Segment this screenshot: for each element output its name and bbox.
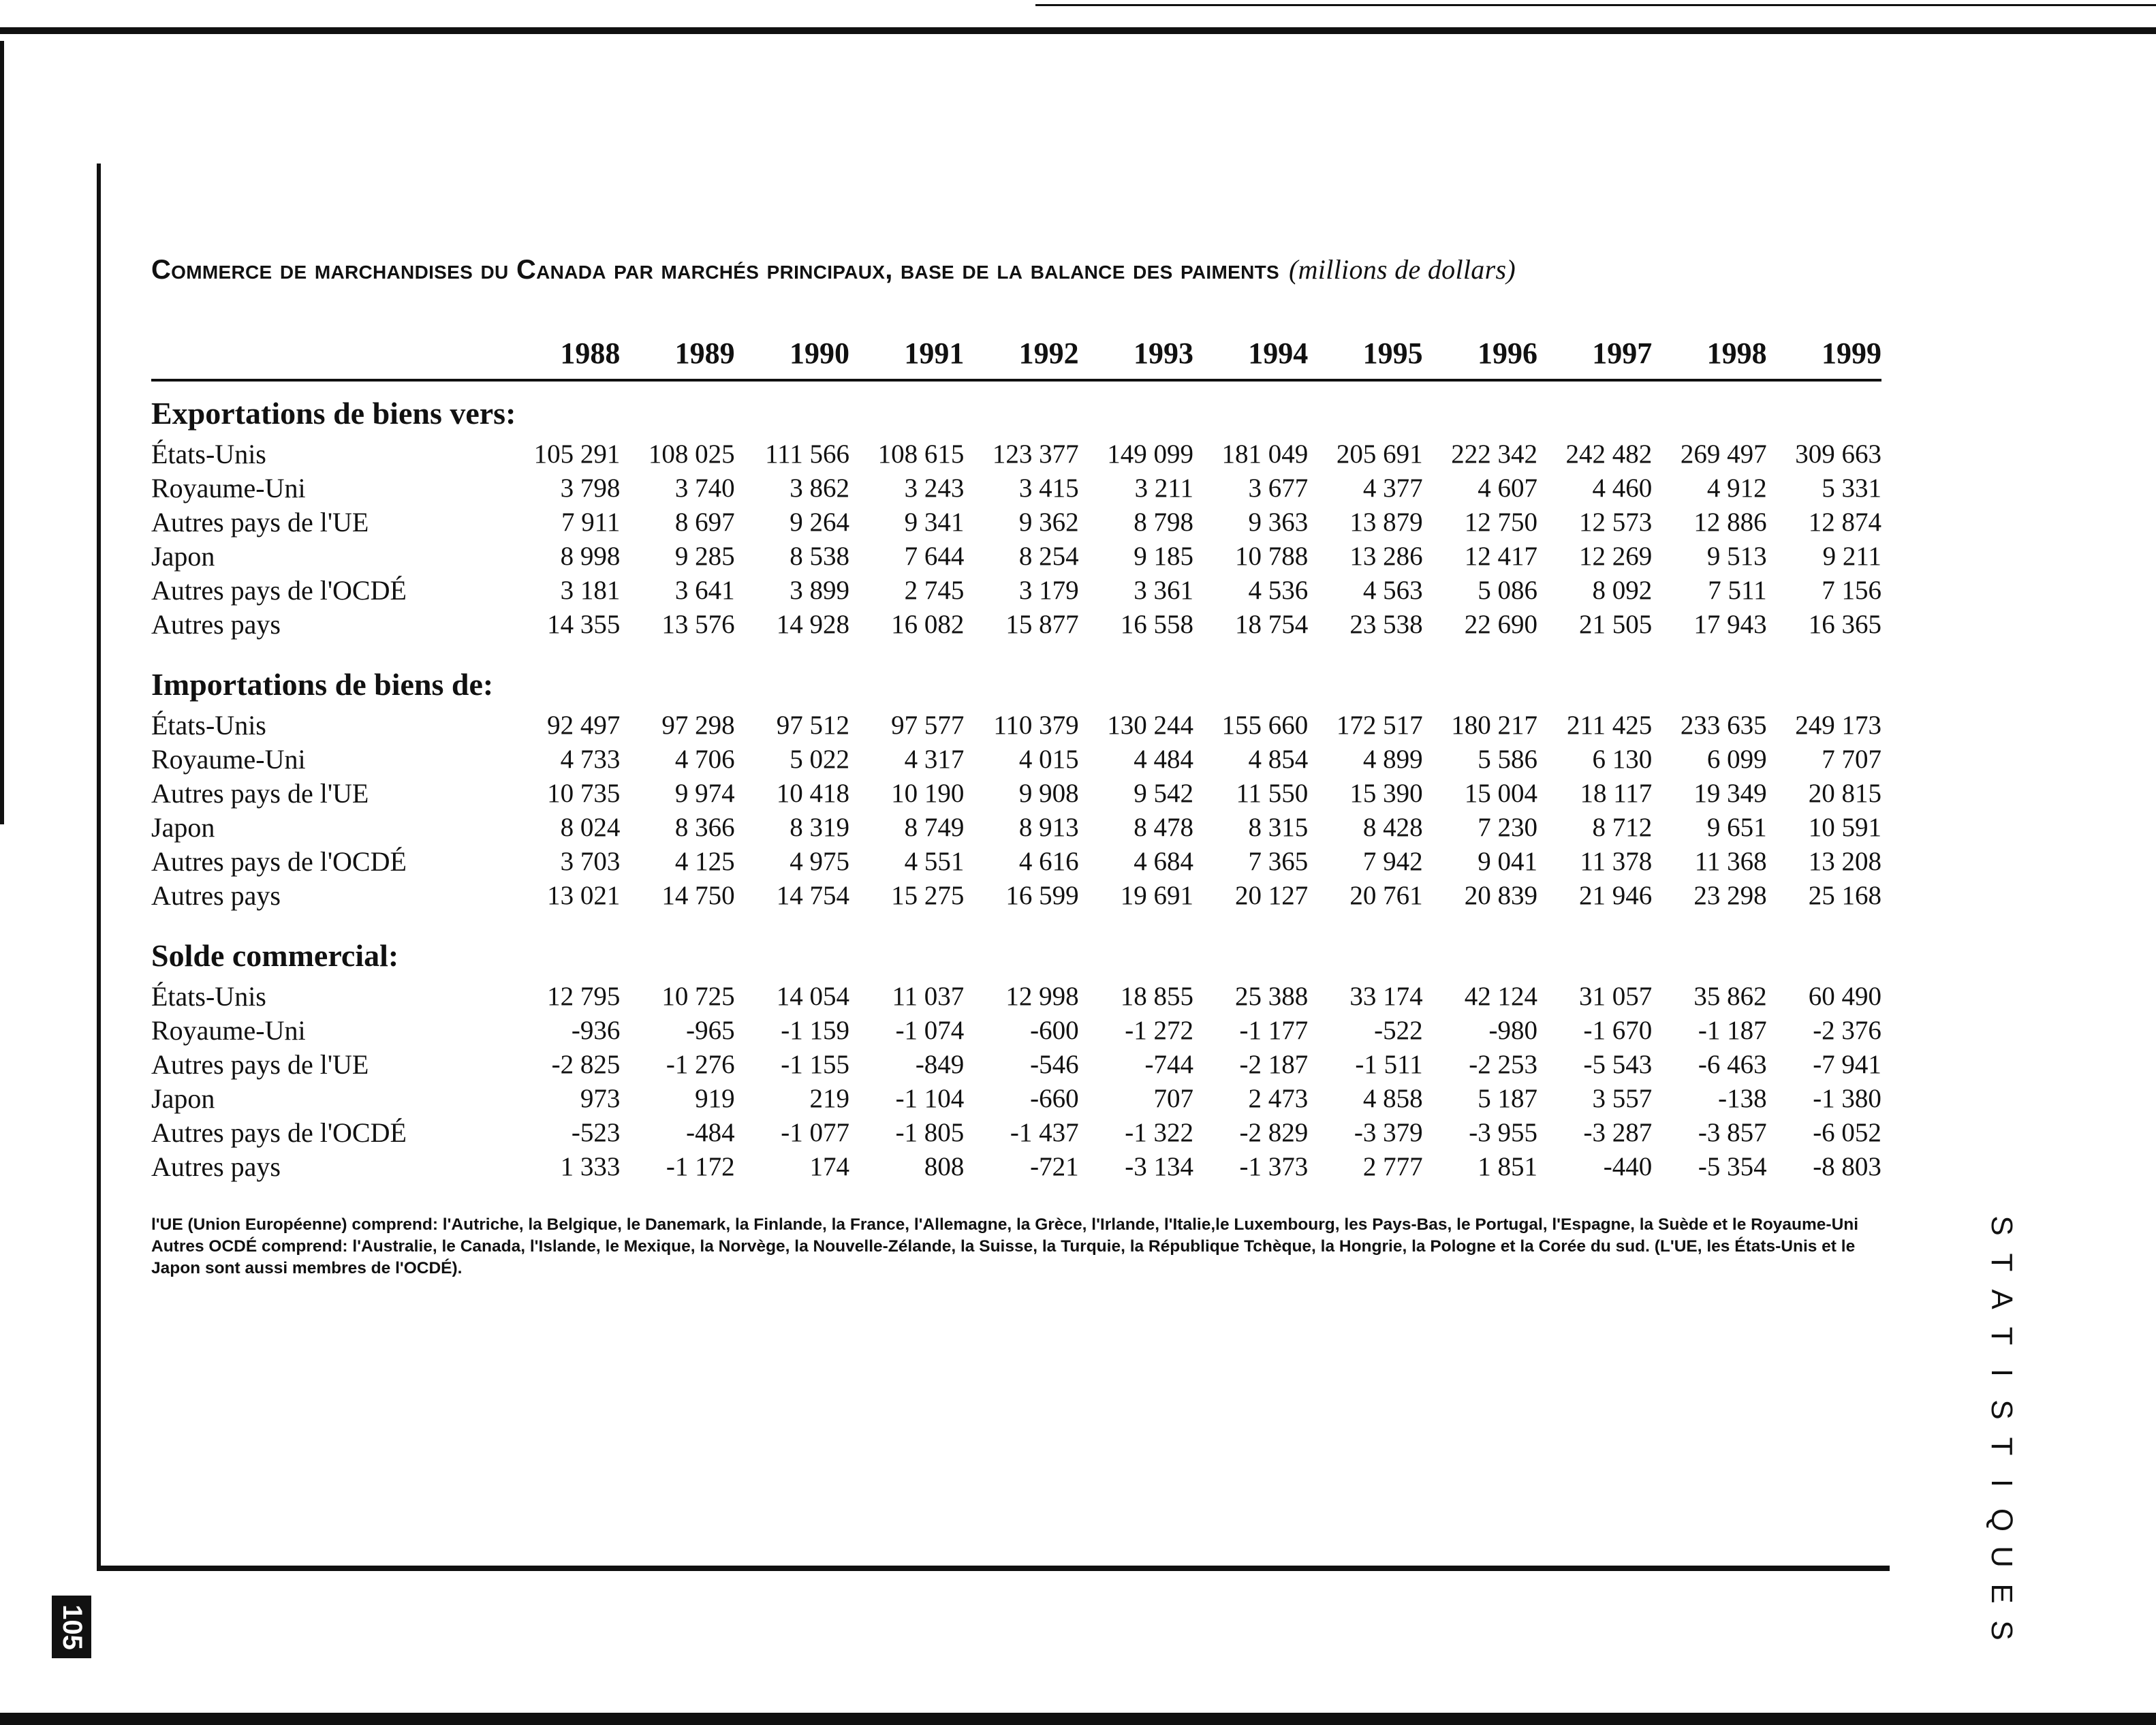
value-cell: 4 551 bbox=[904, 847, 965, 876]
value-cell: 8 428 bbox=[1362, 813, 1423, 842]
value-cell: 8 712 bbox=[1592, 813, 1653, 842]
side-label-letter: E bbox=[1985, 1583, 2018, 1604]
value-cell: -1 074 bbox=[895, 1016, 965, 1045]
value-cell: 9 264 bbox=[790, 508, 849, 537]
value-cell: -7 941 bbox=[1813, 1050, 1881, 1079]
value-cell: -3 379 bbox=[1354, 1118, 1423, 1147]
value-cell: 13 021 bbox=[547, 881, 621, 910]
value-cell: 8 798 bbox=[1134, 508, 1193, 537]
value-cell: 15 004 bbox=[1464, 779, 1537, 808]
row-label: Royaume-Uni bbox=[151, 1015, 306, 1046]
table-row bbox=[151, 608, 1881, 642]
value-cell: 23 298 bbox=[1693, 881, 1767, 910]
value-cell: 10 735 bbox=[547, 779, 621, 808]
left-edge-mark bbox=[0, 41, 4, 824]
value-cell: 7 230 bbox=[1478, 813, 1537, 842]
value-cell: -440 bbox=[1603, 1152, 1653, 1181]
value-cell: 8 749 bbox=[904, 813, 965, 842]
value-cell: 110 379 bbox=[993, 711, 1079, 740]
table-row bbox=[151, 1048, 1881, 1082]
value-cell: -3 857 bbox=[1698, 1118, 1767, 1147]
value-cell: 20 815 bbox=[1808, 779, 1881, 808]
value-cell: 181 049 bbox=[1221, 439, 1309, 469]
row-label: Japon bbox=[151, 812, 215, 843]
value-cell: 4 616 bbox=[1018, 847, 1079, 876]
table-row bbox=[151, 540, 1881, 574]
value-cell: 105 291 bbox=[533, 439, 621, 469]
value-cell: 9 185 bbox=[1134, 542, 1193, 571]
value-cell: 8 697 bbox=[674, 508, 735, 537]
row-label: Japon bbox=[151, 1083, 215, 1114]
value-cell: 4 015 bbox=[1018, 745, 1079, 774]
value-cell: 31 057 bbox=[1579, 982, 1653, 1011]
value-cell: 5 586 bbox=[1478, 745, 1537, 774]
value-cell: 11 378 bbox=[1580, 847, 1653, 876]
value-cell: 15 390 bbox=[1349, 779, 1423, 808]
value-cell: 8 024 bbox=[560, 813, 621, 842]
value-cell: 16 082 bbox=[891, 610, 965, 639]
value-cell: 3 181 bbox=[560, 576, 621, 605]
value-cell: 919 bbox=[695, 1084, 735, 1113]
value-cell: 12 874 bbox=[1808, 508, 1881, 537]
value-cell: 130 244 bbox=[1107, 711, 1193, 740]
value-cell: 3 179 bbox=[1018, 576, 1079, 605]
value-cell: 21 505 bbox=[1579, 610, 1653, 639]
section-heading: Importations de biens de: bbox=[151, 667, 494, 702]
value-cell: 172 517 bbox=[1336, 711, 1423, 740]
page-title bbox=[151, 253, 1895, 285]
row-label: États-Unis bbox=[151, 710, 266, 741]
side-label-letter: S bbox=[1985, 1215, 2018, 1236]
value-cell: 10 788 bbox=[1235, 542, 1309, 571]
value-cell: -1 187 bbox=[1698, 1016, 1767, 1045]
side-label-statistiques bbox=[1985, 1207, 2018, 1649]
value-cell: 10 725 bbox=[661, 982, 735, 1011]
value-cell: 11 550 bbox=[1236, 779, 1309, 808]
title-text: Commerce de marchandises du Canada par marchés principaux, base de la balance des paiments bbox=[151, 255, 1279, 285]
value-cell: 16 599 bbox=[1005, 881, 1079, 910]
year-header: 1995 bbox=[1362, 336, 1423, 370]
value-cell: 20 127 bbox=[1235, 881, 1309, 910]
value-cell: 3 641 bbox=[674, 576, 735, 605]
value-cell: 2 745 bbox=[904, 576, 965, 605]
value-cell: 9 363 bbox=[1248, 508, 1309, 537]
value-cell: -1 670 bbox=[1583, 1016, 1653, 1045]
value-cell: 25 388 bbox=[1235, 982, 1309, 1011]
value-cell: 33 174 bbox=[1349, 982, 1423, 1011]
value-cell: 8 913 bbox=[1018, 813, 1079, 842]
side-label-letter: U bbox=[1985, 1546, 2018, 1568]
value-cell: -1 159 bbox=[781, 1016, 849, 1045]
value-cell: -1 805 bbox=[895, 1118, 965, 1147]
value-cell: 4 706 bbox=[674, 745, 735, 774]
year-header: 1991 bbox=[904, 336, 965, 370]
value-cell: -2 253 bbox=[1469, 1050, 1537, 1079]
value-cell: 5 331 bbox=[1822, 473, 1881, 503]
value-cell: 3 703 bbox=[560, 847, 621, 876]
value-cell: 14 750 bbox=[661, 881, 735, 910]
value-cell: 13 208 bbox=[1808, 847, 1881, 876]
table-row bbox=[151, 845, 1881, 879]
value-cell: 20 839 bbox=[1464, 881, 1537, 910]
page-number-box bbox=[52, 1596, 91, 1658]
year-header: 1993 bbox=[1133, 336, 1193, 370]
value-cell: 249 173 bbox=[1795, 711, 1881, 740]
value-cell: 92 497 bbox=[547, 711, 621, 740]
value-cell: -6 463 bbox=[1698, 1050, 1767, 1079]
value-cell: 111 566 bbox=[765, 439, 849, 469]
value-cell: 9 041 bbox=[1478, 847, 1537, 876]
year-header: 1989 bbox=[674, 336, 735, 370]
value-cell: 9 341 bbox=[904, 508, 965, 537]
row-label: États-Unis bbox=[151, 981, 266, 1012]
table-row bbox=[151, 743, 1881, 777]
value-cell: -1 373 bbox=[1239, 1152, 1309, 1181]
value-cell: 108 615 bbox=[877, 439, 965, 469]
value-cell: 14 754 bbox=[776, 881, 849, 910]
value-cell: 7 511 bbox=[1708, 576, 1767, 605]
value-cell: -522 bbox=[1374, 1016, 1423, 1045]
value-cell: 242 482 bbox=[1565, 439, 1653, 469]
value-cell: 149 099 bbox=[1107, 439, 1193, 469]
side-label-letter: I bbox=[1985, 1478, 2018, 1488]
value-cell: 97 298 bbox=[661, 711, 735, 740]
value-cell: -1 104 bbox=[895, 1084, 965, 1113]
value-cell: 15 877 bbox=[1005, 610, 1079, 639]
value-cell: 9 542 bbox=[1134, 779, 1193, 808]
value-cell: -8 803 bbox=[1813, 1152, 1881, 1181]
bottom-rule bbox=[0, 1713, 2156, 1725]
side-label-letter: I bbox=[1985, 1368, 2018, 1378]
value-cell: 11 037 bbox=[892, 982, 965, 1011]
value-cell: 8 366 bbox=[674, 813, 735, 842]
value-cell: 205 691 bbox=[1336, 439, 1423, 469]
table-row bbox=[151, 471, 1881, 506]
top-thin-rule bbox=[1035, 4, 2156, 6]
table-row bbox=[151, 879, 1881, 913]
value-cell: 16 558 bbox=[1120, 610, 1193, 639]
table-row bbox=[151, 709, 1881, 743]
value-cell: 97 512 bbox=[776, 711, 849, 740]
value-cell: 14 054 bbox=[776, 982, 849, 1011]
value-cell: -1 511 bbox=[1355, 1050, 1423, 1079]
value-cell: 4 484 bbox=[1134, 745, 1193, 774]
value-cell: -5 543 bbox=[1583, 1050, 1653, 1079]
value-cell: 14 928 bbox=[776, 610, 849, 639]
value-cell: 6 130 bbox=[1592, 745, 1653, 774]
value-cell: 18 855 bbox=[1120, 982, 1193, 1011]
value-cell: 9 908 bbox=[1018, 779, 1079, 808]
value-cell: -600 bbox=[1030, 1016, 1079, 1045]
section-heading: Solde commercial: bbox=[151, 938, 399, 973]
value-cell: 808 bbox=[924, 1152, 965, 1181]
value-cell: -1 276 bbox=[666, 1050, 735, 1079]
year-header: 1997 bbox=[1592, 336, 1653, 370]
row-label: Autres pays de l'OCDÉ bbox=[151, 575, 407, 606]
value-cell: 60 490 bbox=[1808, 982, 1881, 1011]
value-cell: 155 660 bbox=[1221, 711, 1309, 740]
value-cell: 10 418 bbox=[776, 779, 849, 808]
value-cell: 269 497 bbox=[1680, 439, 1767, 469]
row-label: Autres pays de l'UE bbox=[151, 1049, 369, 1080]
year-header: 1998 bbox=[1706, 336, 1767, 370]
table-row bbox=[151, 811, 1881, 845]
value-cell: 5 022 bbox=[790, 745, 849, 774]
value-cell: 4 377 bbox=[1362, 473, 1423, 503]
value-cell: -936 bbox=[571, 1016, 621, 1045]
row-label: Autres pays de l'OCDÉ bbox=[151, 1117, 407, 1148]
value-cell: 219 bbox=[809, 1084, 849, 1113]
value-cell: 15 275 bbox=[891, 881, 965, 910]
value-cell: -484 bbox=[686, 1118, 735, 1147]
value-cell: 10 591 bbox=[1808, 813, 1881, 842]
value-cell: -523 bbox=[571, 1118, 621, 1147]
value-cell: 8 315 bbox=[1248, 813, 1309, 842]
value-cell: 233 635 bbox=[1680, 711, 1767, 740]
value-cell: -1 077 bbox=[781, 1118, 849, 1147]
row-label: Autres pays de l'UE bbox=[151, 507, 369, 538]
value-cell: 309 663 bbox=[1795, 439, 1881, 469]
value-cell: 9 974 bbox=[674, 779, 735, 808]
value-cell: 9 362 bbox=[1018, 508, 1079, 537]
trade-table bbox=[151, 327, 1881, 1184]
row-label: États-Unis bbox=[151, 439, 266, 469]
value-cell: 3 361 bbox=[1134, 576, 1193, 605]
value-cell: 4 733 bbox=[560, 745, 621, 774]
year-header: 1992 bbox=[1018, 336, 1079, 370]
table-row bbox=[151, 506, 1881, 540]
footnote-oecd: Autres OCDÉ comprend: l'Australie, le Canada, l'Islande, le Mexique, la Norvège, la Nouvelle-Zélande, la Suisse, la Turquie, la République Tchèque, la Hongrie, la Pologne et la Corée du sud. (L'UE, les États-Unis et le Japon sont aussi membres de l'OCDÉ). bbox=[151, 1237, 1856, 1277]
value-cell: 21 946 bbox=[1579, 881, 1653, 910]
table-row bbox=[151, 777, 1881, 811]
value-cell: -2 825 bbox=[551, 1050, 621, 1079]
value-cell: -2 187 bbox=[1239, 1050, 1309, 1079]
side-label-letter: Q bbox=[1985, 1508, 2018, 1532]
table-row bbox=[151, 1014, 1881, 1048]
value-cell: -5 354 bbox=[1698, 1152, 1767, 1181]
value-cell: -721 bbox=[1030, 1152, 1079, 1181]
value-cell: 973 bbox=[580, 1084, 621, 1113]
value-cell: 12 886 bbox=[1693, 508, 1767, 537]
value-cell: 97 577 bbox=[891, 711, 965, 740]
table-row bbox=[151, 1150, 1881, 1184]
value-cell: 5 187 bbox=[1478, 1084, 1537, 1113]
value-cell: -1 177 bbox=[1239, 1016, 1309, 1045]
value-cell: 4 684 bbox=[1134, 847, 1193, 876]
value-cell: 13 576 bbox=[661, 610, 735, 639]
footnote bbox=[151, 1214, 1881, 1279]
side-label-letter: T bbox=[1985, 1437, 2018, 1456]
table-row bbox=[151, 574, 1881, 608]
value-cell: 8 478 bbox=[1134, 813, 1193, 842]
value-cell: 8 092 bbox=[1592, 576, 1653, 605]
value-cell: -3 287 bbox=[1583, 1118, 1653, 1147]
side-label-letter: S bbox=[1985, 1399, 2018, 1420]
value-cell: 11 368 bbox=[1694, 847, 1767, 876]
value-cell: 14 355 bbox=[547, 610, 621, 639]
value-cell: 707 bbox=[1153, 1084, 1193, 1113]
value-cell: 3 415 bbox=[1018, 473, 1079, 503]
value-cell: 3 211 bbox=[1134, 473, 1193, 503]
value-cell: 9 211 bbox=[1822, 542, 1881, 571]
value-cell: 25 168 bbox=[1808, 881, 1881, 910]
value-cell: 23 538 bbox=[1349, 610, 1423, 639]
value-cell: 18 754 bbox=[1235, 610, 1309, 639]
value-cell: 2 473 bbox=[1248, 1084, 1309, 1113]
value-cell: 8 538 bbox=[790, 542, 849, 571]
value-cell: 211 425 bbox=[1566, 711, 1653, 740]
row-label: Autres pays bbox=[151, 609, 281, 640]
value-cell: 4 899 bbox=[1362, 745, 1423, 774]
value-cell: 1 851 bbox=[1478, 1152, 1537, 1181]
value-cell: 9 285 bbox=[674, 542, 735, 571]
year-header: 1990 bbox=[789, 336, 849, 370]
value-cell: 7 942 bbox=[1362, 847, 1423, 876]
value-cell: 7 707 bbox=[1822, 745, 1881, 774]
top-rule bbox=[0, 27, 2156, 34]
value-cell: 4 607 bbox=[1478, 473, 1537, 503]
value-cell: -744 bbox=[1144, 1050, 1193, 1079]
year-header: 1996 bbox=[1477, 336, 1537, 370]
year-header: 1999 bbox=[1821, 336, 1881, 370]
value-cell: 123 377 bbox=[992, 439, 1079, 469]
value-cell: 12 417 bbox=[1464, 542, 1537, 571]
value-cell: 8 254 bbox=[1018, 542, 1079, 571]
value-cell: 3 557 bbox=[1592, 1084, 1653, 1113]
row-label: Royaume-Uni bbox=[151, 744, 306, 775]
value-cell: -980 bbox=[1488, 1016, 1537, 1045]
value-cell: 20 761 bbox=[1349, 881, 1423, 910]
table-row bbox=[151, 437, 1881, 471]
value-cell: 5 086 bbox=[1478, 576, 1537, 605]
value-cell: 4 975 bbox=[790, 847, 849, 876]
value-cell: 35 862 bbox=[1693, 982, 1767, 1011]
value-cell: 4 563 bbox=[1362, 576, 1423, 605]
value-cell: 16 365 bbox=[1808, 610, 1881, 639]
value-cell: 222 342 bbox=[1451, 439, 1537, 469]
value-cell: -1 272 bbox=[1125, 1016, 1193, 1045]
row-label: Autres pays de l'OCDÉ bbox=[151, 846, 407, 877]
value-cell: 3 740 bbox=[674, 473, 735, 503]
value-cell: 1 333 bbox=[560, 1152, 621, 1181]
value-cell: 174 bbox=[809, 1152, 849, 1181]
frame-bottom-border bbox=[97, 1566, 1890, 1571]
value-cell: 180 217 bbox=[1451, 711, 1537, 740]
row-label: Autres pays de l'UE bbox=[151, 778, 369, 809]
value-cell: 13 286 bbox=[1349, 542, 1423, 571]
frame-left-border bbox=[97, 164, 101, 1571]
value-cell: -6 052 bbox=[1813, 1118, 1881, 1147]
value-cell: 4 460 bbox=[1592, 473, 1653, 503]
value-cell: 6 099 bbox=[1706, 745, 1767, 774]
value-cell: 12 573 bbox=[1579, 508, 1653, 537]
value-cell: 12 998 bbox=[1005, 982, 1079, 1011]
page-number: 105 bbox=[57, 1604, 87, 1650]
value-cell: -1 380 bbox=[1813, 1084, 1881, 1113]
value-cell: -965 bbox=[686, 1016, 735, 1045]
section-heading: Exportations de biens vers: bbox=[151, 396, 516, 431]
table-header-row bbox=[151, 327, 1881, 382]
value-cell: -138 bbox=[1718, 1084, 1767, 1113]
value-cell: 12 795 bbox=[547, 982, 621, 1011]
value-cell: 4 317 bbox=[904, 745, 965, 774]
value-cell: 3 677 bbox=[1248, 473, 1309, 503]
value-cell: 8 998 bbox=[560, 542, 621, 571]
year-header: 1988 bbox=[560, 336, 621, 370]
value-cell: -660 bbox=[1030, 1084, 1079, 1113]
table-row bbox=[151, 980, 1881, 1014]
value-cell: 4 858 bbox=[1362, 1084, 1423, 1113]
value-cell: 3 862 bbox=[790, 473, 849, 503]
year-header: 1994 bbox=[1248, 336, 1309, 370]
table-row bbox=[151, 1116, 1881, 1150]
value-cell: 4 125 bbox=[674, 847, 735, 876]
value-cell: 9 651 bbox=[1706, 813, 1767, 842]
value-cell: 10 190 bbox=[891, 779, 965, 808]
value-cell: 17 943 bbox=[1693, 610, 1767, 639]
value-cell: 3 899 bbox=[790, 576, 849, 605]
value-cell: 8 319 bbox=[790, 813, 849, 842]
value-cell: 4 536 bbox=[1248, 576, 1309, 605]
value-cell: 2 777 bbox=[1362, 1152, 1423, 1181]
value-cell: -1 155 bbox=[781, 1050, 849, 1079]
row-label: Autres pays bbox=[151, 1151, 281, 1182]
side-label-letter: T bbox=[1985, 1253, 2018, 1272]
value-cell: 3 798 bbox=[560, 473, 621, 503]
table-body bbox=[151, 390, 1881, 1184]
value-cell: 12 750 bbox=[1464, 508, 1537, 537]
value-cell: 4 854 bbox=[1248, 745, 1309, 774]
row-label: Autres pays bbox=[151, 880, 281, 911]
side-label-letter: A bbox=[1985, 1289, 2018, 1309]
value-cell: 19 349 bbox=[1693, 779, 1767, 808]
value-cell: 42 124 bbox=[1464, 982, 1537, 1011]
value-cell: -1 322 bbox=[1125, 1118, 1193, 1147]
value-cell: 3 243 bbox=[904, 473, 965, 503]
row-label: Royaume-Uni bbox=[151, 473, 306, 503]
value-cell: 19 691 bbox=[1120, 881, 1193, 910]
value-cell: 7 644 bbox=[904, 542, 965, 571]
value-cell: -2 829 bbox=[1239, 1118, 1309, 1147]
value-cell: 7 365 bbox=[1248, 847, 1309, 876]
value-cell: -3 134 bbox=[1125, 1152, 1193, 1181]
value-cell: -1 437 bbox=[1010, 1118, 1079, 1147]
value-cell: 108 025 bbox=[648, 439, 735, 469]
value-cell: 12 269 bbox=[1579, 542, 1653, 571]
value-cell: 7 911 bbox=[561, 508, 621, 537]
value-cell: 22 690 bbox=[1464, 610, 1537, 639]
title-unit: (millions de dollars) bbox=[1288, 254, 1516, 285]
value-cell: 13 879 bbox=[1349, 508, 1423, 537]
row-label: Japon bbox=[151, 541, 215, 572]
value-cell: -1 172 bbox=[666, 1152, 735, 1181]
footnote-eu: l'UE (Union Européenne) comprend: l'Autriche, la Belgique, le Danemark, la Finlande, la France, l'Allemagne, la Grèce, l'Irlande, l'Italie,le Luxembourg, les Pays-Bas, le Portugal, l'Espagne, la Suède et le Royaume-Uni bbox=[151, 1215, 1859, 1234]
value-cell: 18 117 bbox=[1580, 779, 1653, 808]
value-cell: -849 bbox=[915, 1050, 965, 1079]
side-label-letter: S bbox=[1985, 1620, 2018, 1641]
value-cell: 4 912 bbox=[1706, 473, 1767, 503]
table-row bbox=[151, 1082, 1881, 1116]
value-cell: -3 955 bbox=[1469, 1118, 1537, 1147]
value-cell: 7 156 bbox=[1822, 576, 1881, 605]
value-cell: -546 bbox=[1030, 1050, 1079, 1079]
value-cell: 9 513 bbox=[1706, 542, 1767, 571]
value-cell: -2 376 bbox=[1813, 1016, 1881, 1045]
side-label-letter: T bbox=[1985, 1326, 2018, 1346]
